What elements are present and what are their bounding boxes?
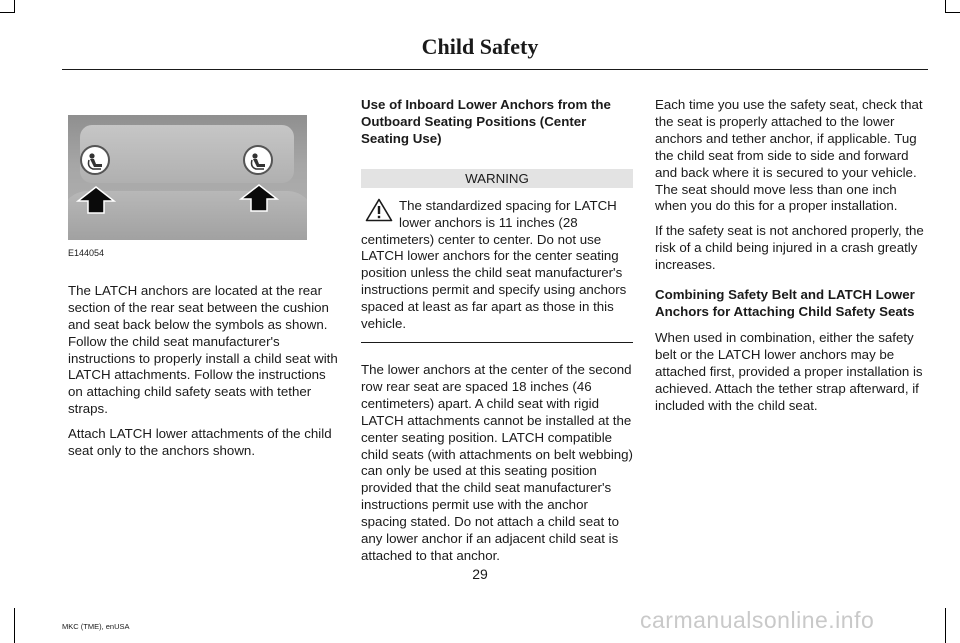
paragraph: Attach LATCH lower attachments of the child seat only to the anchors shown.	[68, 426, 332, 459]
crop-mark	[14, 0, 15, 13]
latch-anchor-illustration	[68, 115, 307, 240]
crop-mark	[14, 608, 15, 643]
warning-divider	[361, 342, 633, 343]
paragraph: The LATCH anchors are located at the rear section of the rear seat between the cushion and seat back below the symbols as shown. Follow the child seat manufacturer's instructions to properly install a child seat with LATCH attachments. Follow the instructions on attaching child safety seats with tether straps.	[68, 282, 338, 417]
crop-mark	[945, 608, 946, 643]
warning-box	[361, 198, 633, 333]
watermark: carmanualsonline.info	[640, 607, 875, 633]
paragraph: The lower anchors at the center of the second row rear seat are spaced 18 inches (46 centimeters) apart. A child seat with rigid LATCH attachments cannot be installed at the center seating position. LATCH compatible child seats (with attachments on belt webbing) can only be used at this seating position provided that the child seat manufacturer's instructions permit use with the anchor spacing stated. Do not attach a child seat to any lower anchor if an adjacent child seat is attached to that anchor.	[361, 361, 633, 563]
page-title: Child Safety	[421, 34, 539, 59]
paragraph: If the safety seat is not anchored properly, the risk of a child being injured in a crash greatly increases.	[655, 223, 924, 273]
header-divider	[62, 69, 928, 70]
model-code: MKC (TME), enUSA	[62, 622, 130, 631]
page-number: 29	[472, 566, 488, 582]
figure-id: E144054	[68, 248, 105, 258]
child-seat-symbol-icon	[80, 145, 110, 175]
column-right	[655, 97, 928, 422]
child-seat-symbol-icon	[243, 145, 273, 175]
column-left	[68, 97, 339, 468]
warning-triangle-icon	[365, 198, 393, 222]
section-heading: Combining Safety Belt and LATCH Lower Anchors for Attaching Child Safety Seats	[655, 287, 915, 319]
arrow-up-icon	[239, 183, 279, 213]
paragraph: When used in combination, either the safety belt or the LATCH lower anchors may be attached first, provided a proper installation is achieved. Attach the tether strap afterward, if included with the child seat.	[655, 329, 923, 413]
paragraph: Each time you use the safety seat, check that the seat is properly attached to the lower anchors and tether anchor, if applicable. Tug the child seat from side to side and forward and back where it is secured to your vehicle. The seat should move less than one inch when you do this for a proper installation.	[655, 97, 923, 214]
crop-mark	[0, 12, 14, 13]
section-heading: Use of Inboard Lower Anchors from the Outboard Seating Positions (Center Seating Use)	[361, 97, 611, 146]
crop-mark	[946, 12, 960, 13]
warning-label: WARNING	[361, 169, 633, 188]
column-middle	[361, 97, 633, 573]
arrow-up-icon	[76, 185, 116, 215]
warning-text: The standardized spacing for LATCH lower anchors is 11 inches (28 centimeters) center to center. Do not use LATCH lower anchors for the center seating position unless the child seat manufacturer's instructions permit and specify using anchors spaced at least as far apart as those in this vehicle.	[361, 197, 627, 332]
